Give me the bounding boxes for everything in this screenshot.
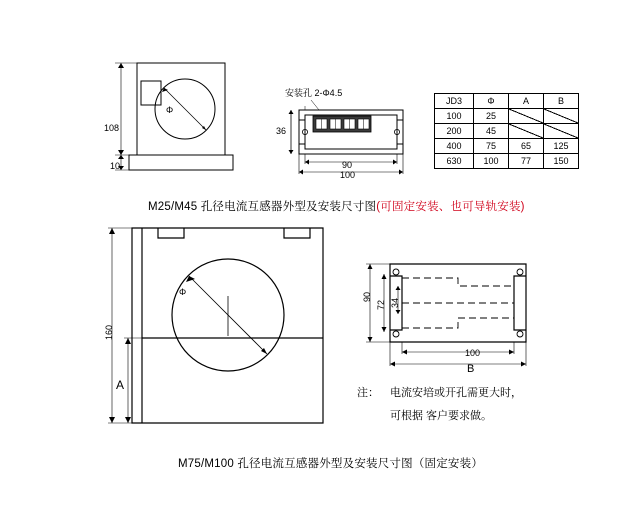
cell-phi: 100 (474, 154, 509, 169)
figure1-mount-hole-note: 安装孔 2-Φ4.5 (285, 88, 343, 98)
figure2-left-drawing (98, 218, 338, 433)
figure2-dim-100: 100 (465, 348, 481, 358)
figure2-dim-B: B (467, 363, 475, 375)
cell-b: 125 (544, 139, 579, 154)
note-line-2: 可根据 客户要求做。 (390, 410, 493, 422)
cell-jd3: 630 (435, 154, 474, 169)
figure1-dim-36: 36 (276, 126, 287, 136)
cell-a-empty (509, 109, 544, 124)
table-row (435, 109, 579, 124)
cell-a-empty (509, 124, 544, 139)
table-header-jd3: JD3 (435, 94, 474, 109)
cell-b: 150 (544, 154, 579, 169)
table-header-phi: Φ (474, 94, 509, 109)
cell-jd3: 200 (435, 124, 474, 139)
note-label: 注： (357, 387, 379, 399)
cell-a: 77 (509, 154, 544, 169)
table-header-b: B (544, 94, 579, 109)
figure1-caption-note: (可固定安装、也可导轨安装) (376, 201, 525, 213)
figure1-dim-10: 10 (110, 161, 121, 171)
cell-b-empty (544, 109, 579, 124)
cell-a: 65 (509, 139, 544, 154)
table-header-a: A (509, 94, 544, 109)
figure2-dim-72: 72 (376, 299, 386, 310)
cell-phi: 25 (474, 109, 509, 124)
figure1-dim-100: 100 (340, 170, 356, 180)
figure1-dim-90: 90 (342, 160, 353, 170)
jd3-spec-table (434, 93, 579, 169)
cell-phi: 45 (474, 124, 509, 139)
table-row (435, 154, 579, 169)
cell-b-empty (544, 124, 579, 139)
note-line-1: 电流安培或开孔需更大时， (390, 387, 522, 399)
figure1-caption-main: M25/M45 孔径电流互感器外型及安装尺寸图 (148, 201, 377, 213)
table-header-row (435, 94, 579, 109)
figure2-right-drawing (358, 252, 558, 372)
figure2-dim-34: 34 (390, 297, 400, 308)
table-row (435, 139, 579, 154)
cell-phi: 75 (474, 139, 509, 154)
figure1-left-drawing (105, 55, 240, 185)
figure2-dim-90: 90 (362, 291, 372, 302)
figure2-dim-phi: Φ (179, 287, 187, 297)
figure1-dim-108: 108 (104, 123, 120, 133)
figure1-dim-phi: Φ (166, 105, 174, 115)
figure2-caption: M75/M100 孔径电流互感器外型及安装尺寸图（固定安装） (178, 458, 484, 470)
cell-jd3: 100 (435, 109, 474, 124)
cell-jd3: 400 (435, 139, 474, 154)
figure2-dim-A: A (116, 378, 125, 392)
table-row (435, 124, 579, 139)
figure2-dim-160: 160 (104, 324, 114, 340)
figure1-caption (148, 198, 525, 214)
